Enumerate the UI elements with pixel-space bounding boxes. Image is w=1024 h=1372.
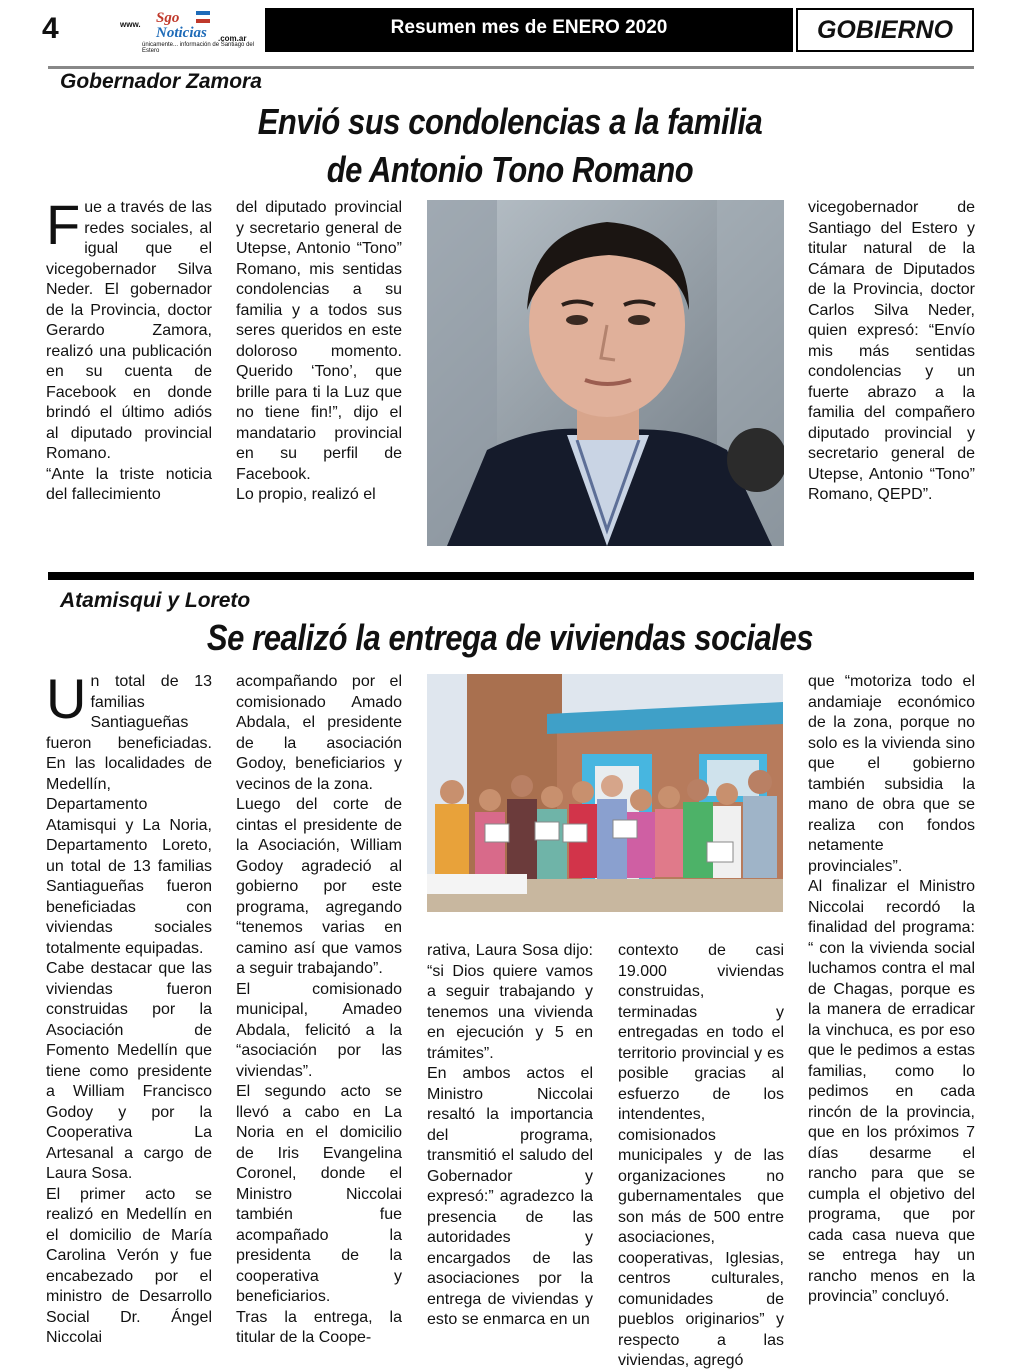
article1-col2-text2: Lo propio, realizó el: [236, 486, 376, 503]
article2-col5-p1: que “motoriza todo el andamiaje económico de la zona, porque no solo es la vivienda sino que el gobierno también subsidia la mano de obra que se realiza con fondos netamente provinciales”.: [808, 673, 975, 875]
article1-col2-text: del diputado provincial y secretario general de Utepse, Antonio “Tono” Romano, mis sentidas condolencias a su familia y a todos sus seres queridos en este doloroso momento. Querido ‘Tono’, que brille para ti la Luz que no tiene fin!”, dijo el mandatario provincial en su perfil de Facebook.: [236, 199, 402, 483]
article2-col3-p2: En ambos actos el Ministro Niccolai resaltó la importancia del programa, transmitió el saludo del Gobernador y expresó:” agradezco la presencia de las autoridades y encargados de las asociaciones por la entrega de viviendas y esto se enmarca en un: [427, 1065, 593, 1328]
section-label: GOBIERNO: [796, 8, 974, 52]
drop-cap-u: U: [46, 667, 87, 730]
flag-icon: [196, 11, 210, 24]
section-divider: [48, 572, 974, 580]
article1-col1-text: ue a través de las redes sociales, al igual que el vicegobernador Silva Neder. El gobernador de la Provincia, doctor Gerardo Zamora, realizó una publicación en su cuenta de Facebook en donde brindó el último adiós al diputado provincial Romano.: [46, 199, 212, 462]
article1-col3-text: vicegobernador de Santiago del Estero y titular natural de la Cámara de Diputados de la Provincia, doctor Carlos Silva Neder, quien expresó: “Envío mis más sentidas condolencias y un fuerte abrazo a la familia del compañero diputado provincial y secretario general de Utepse, Antonio “Tono” Romano, QEPD”.: [808, 199, 975, 503]
article1-col1-text2: “Ante la triste noticia del fallecimiento: [46, 465, 212, 503]
article2-col3-p1: rativa, Laura Sosa dijo: “si Dios quiere vamos a seguir trabajando y tenemos una vivienda en ejecución y 5 en trámites”.: [427, 942, 593, 1062]
article2-col4-text: contexto de casi 19.000 viviendas construidas, terminadas y entregadas en todo el territorio provincial y es posible gracias al esfuerzo de los intendentes, comisionados municipales y de las organizaciones no gubernamentales que son más de 500 entre asociaciones, cooperativas, Iglesias, centros culturales, comunidades de pueblos originarios” y respecto a las viviendas, agregó: [618, 942, 784, 1369]
logo-suffix: .com.ar: [218, 34, 247, 43]
issue-banner: Resumen mes de ENERO 2020: [265, 8, 793, 52]
article2-column-4: [618, 941, 784, 1372]
article2-column-5: [808, 672, 975, 1308]
header-rule: [48, 66, 974, 69]
article2-col2-p5: Tras la entrega, la titular de la Coope-: [236, 1308, 402, 1346]
article1-column-2: [236, 198, 402, 506]
article2-col2-p4: El segundo acto se llevó a cabo en La Noria en el domicilio de Iris Evangelina Coronel, donde el Ministro Niccolai también fue acompañado la presidenta de la cooperativa y beneficiarios.: [236, 1083, 402, 1305]
article2-headline: Se realizó la entrega de viviendas sociales: [206, 617, 814, 658]
article1-column-1: [46, 193, 212, 506]
article2-column-3: [427, 941, 593, 1331]
article1-headline-line2: de Antonio Tono Romano: [326, 149, 694, 190]
drop-cap: F: [46, 193, 81, 256]
article2-col2-p2: Luego del corte de cintas el presidente de la Asociación, William Godoy agradeció al gobierno por este programa, agregando “tenemos varias en camino así que vamos a seguir trabajando”.: [236, 796, 402, 977]
zamora-portrait-photo: [427, 200, 784, 546]
article1-headline-line1: Envió sus condolencias a la familia: [257, 101, 763, 142]
article2-col2-p1: acompañando por el comisionado Amado Abdala, el presidente de la asociación Godoy, beneficiarios y vecinos de la zona.: [236, 673, 402, 793]
logo-brand-line1: Sgo: [156, 10, 180, 26]
site-logo: [120, 8, 255, 54]
logo-prefix: www.: [120, 20, 141, 29]
article2-col5-p2: Al finalizar el Ministro Niccolai recordó la finalidad del programa: “ con la vivienda social luchamos contra el mal de Chagas, porque es la manera de erradicar la vinchuca, es por eso que le pedimos a estas familias, como lo pedimos en cada rincón de la provincia, que en los próximos 7 días desarme el rancho para que se cumpla el objetivo del programa, que por cada casa nueva que se entrega hay un rancho menos en la provincia” concluyó.: [808, 878, 975, 1305]
logo-tagline: únicamente... información de Santiago del Estero: [142, 42, 255, 54]
article2-col1-p1: n total de 13 familias Santiagueñas fueron beneficiadas. En las localidades de Medellín, Departamento Atamisqui y La Noria, Departamento Loreto, un total de 13 familias Santiagueñas fueron beneficiadas con viviendas sociales totalmente equipadas.: [46, 673, 212, 957]
housing-handover-group-photo: [427, 674, 783, 912]
article1-kicker: Gobernador Zamora: [60, 70, 262, 93]
article2-kicker: Atamisqui y Loreto: [60, 589, 251, 612]
article2-col2-p3: El comisionado municipal, Amadeo Abdala, felicitó a la “asociación por las viviendas”.: [236, 980, 402, 1080]
article2-column-1: [46, 667, 212, 1349]
article1-column-3: [808, 198, 975, 506]
page-number: 4: [42, 12, 59, 45]
article2-col1-p3: El primer acto se realizó en Medellín en el domicilio de María Carolina Verón y fue encabezado por el ministro de Desarrollo Social Dr. Ángel Niccolai: [46, 1185, 212, 1346]
article2-column-2: [236, 672, 402, 1349]
logo-brand-line2: Noticias: [156, 25, 207, 41]
article2-col1-p2: Cabe destacar que las viviendas fueron construidas por la Asociación de Fomento Medellín que tiene como presidente a William Francisco Godoy y por la Cooperativa La Artesanal a cargo de Laura Sosa.: [46, 960, 212, 1182]
